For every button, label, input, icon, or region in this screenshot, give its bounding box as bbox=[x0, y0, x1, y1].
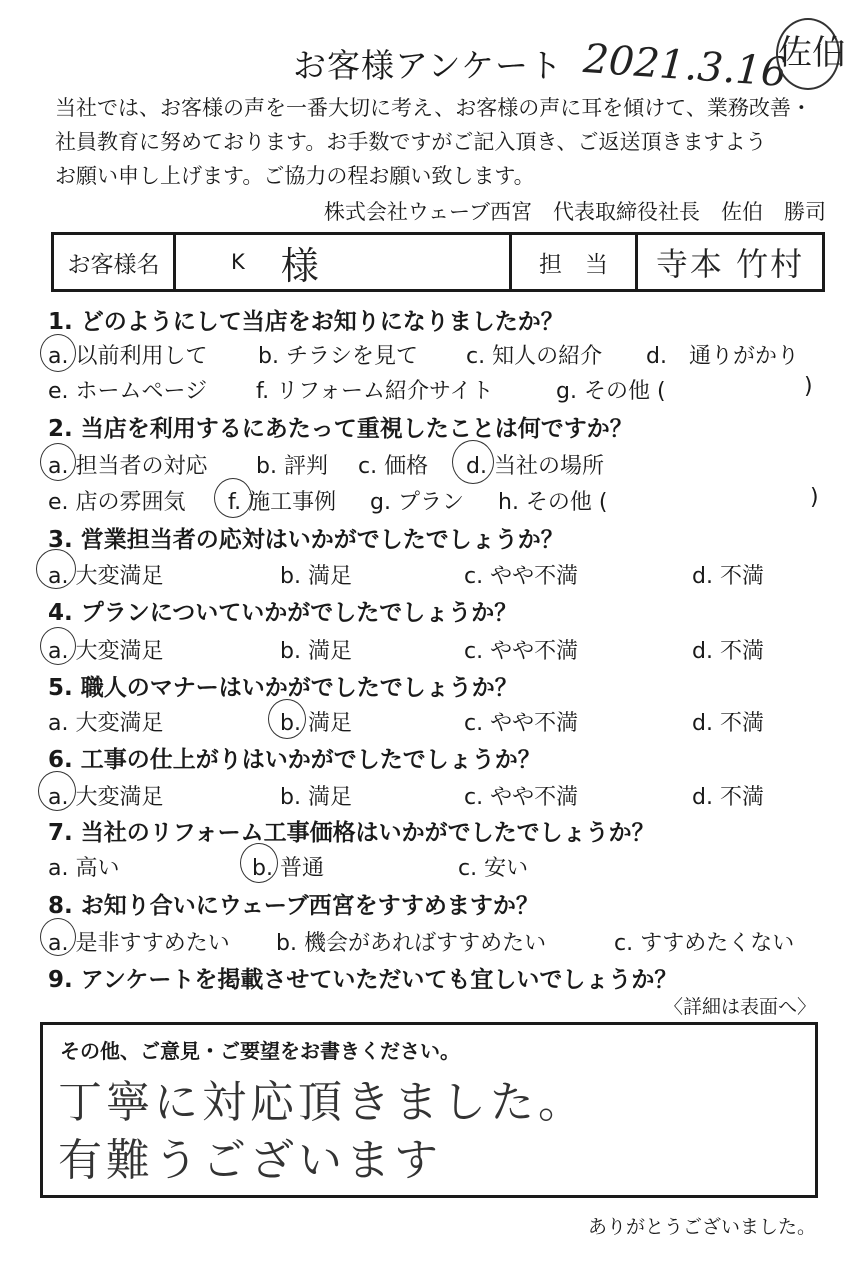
question-9: 9. アンケートを掲載させていただいても宜しいでしょうか？ bbox=[48, 967, 678, 993]
q1-option-c: c. 知人の紹介 bbox=[466, 344, 603, 369]
q1-option-d: d. 通りがかり bbox=[646, 344, 799, 369]
q2-option-h: h. その他 ( bbox=[498, 490, 608, 515]
q5-option-a: a. 大変満足 bbox=[48, 711, 164, 736]
comment-line-2: 有難うございます bbox=[58, 1135, 442, 1186]
q2-option-d: d. 当社の場所 bbox=[466, 454, 604, 479]
q3-option-c: c. やや不満 bbox=[464, 564, 579, 589]
answer-circle-q7-b bbox=[240, 843, 278, 883]
question-5: 5. 職人のマナーはいかがでしたでしょうか？ bbox=[48, 675, 518, 701]
survey-title: お客様アンケート bbox=[292, 46, 564, 85]
q7-option-a: a. 高い bbox=[48, 856, 120, 881]
question-6: 6. 工事の仕上がりはいかがでしたでしょうか？ bbox=[48, 747, 541, 773]
answer-circle-q2-f bbox=[214, 478, 252, 518]
customer-name-label: お客様名 bbox=[54, 235, 176, 289]
answer-circle-q6-a bbox=[38, 771, 76, 811]
question-7: 7. 当社のリフォーム工事価格はいかがでしたでしょうか？ bbox=[48, 820, 655, 846]
intro-line-3: お願い申し上げます。ご協力の程お願い致します。 bbox=[55, 164, 535, 188]
question-1: 1. どのようにして当店をお知りになりましたか？ bbox=[48, 309, 564, 335]
q3-option-b: b. 満足 bbox=[280, 564, 352, 589]
q2-option-h-close: ) bbox=[810, 485, 819, 510]
customer-name-field bbox=[176, 235, 512, 289]
customer-suffix: 様 bbox=[280, 243, 319, 288]
q2-option-b: b. 評判 bbox=[256, 454, 328, 479]
q2-option-e: e. 店の雰囲気 bbox=[48, 490, 186, 515]
q1-option-g-close: ) bbox=[804, 374, 813, 399]
company-signature: 株式会社ウェーブ西宮 代表取締役社長 佐伯 勝司 bbox=[323, 200, 826, 224]
question-2: 2. 当店を利用するにあたって重視したことは何ですか？ bbox=[48, 416, 633, 442]
q1-option-b: b. チラシを見て bbox=[258, 344, 418, 369]
q6-option-c: c. やや不満 bbox=[464, 785, 579, 810]
answer-circle-q2-d bbox=[452, 440, 494, 484]
answer-circle-q2-a bbox=[40, 443, 76, 481]
customer-initial: K bbox=[231, 250, 245, 274]
q4-option-b: b. 満足 bbox=[280, 639, 352, 664]
q6-option-d: d. 不満 bbox=[692, 785, 764, 810]
answer-circle-q5-b bbox=[268, 699, 306, 739]
staff-label: 担 当 bbox=[512, 235, 638, 289]
q1-option-f: f. リフォーム紹介サイト bbox=[256, 379, 494, 404]
q6-option-a: a. 大変満足 bbox=[48, 785, 164, 810]
q4-option-c: c. やや不満 bbox=[464, 639, 579, 664]
q3-option-a: a. 大変満足 bbox=[48, 564, 164, 589]
intro-line-2: 社員教育に努めております。お手数ですがご記入頂き、ご返送頂きますよう bbox=[55, 130, 767, 154]
q5-option-c: c. やや不満 bbox=[464, 711, 579, 736]
q6-option-b: b. 満足 bbox=[280, 785, 352, 810]
q3-option-d: d. 不満 bbox=[692, 564, 764, 589]
comments-label: その他、ご意見・ご要望をお書きください。 bbox=[60, 1039, 460, 1063]
q4-option-a: a. 大変満足 bbox=[48, 639, 164, 664]
answer-circle-q8-a bbox=[40, 918, 76, 956]
q5-option-b: b. 満足 bbox=[280, 711, 352, 736]
q8-option-c: c. すすめたくない bbox=[614, 931, 795, 956]
answer-circle-q4-a bbox=[40, 627, 76, 665]
q2-option-a: a. 担当者の対応 bbox=[48, 454, 208, 479]
q1-option-e: e. ホームページ bbox=[48, 379, 208, 404]
intro-line-1: 当社では、お客様の声を一番大切に考え、お客様の声に耳を傾けて、業務改善・ bbox=[55, 96, 812, 120]
detail-note: 〈詳細は表面へ〉 bbox=[663, 996, 816, 1018]
answer-circle-q3-a bbox=[36, 549, 76, 589]
approval-stamp: 佐伯 bbox=[776, 18, 840, 90]
thank-you-footer: ありがとうございました。 bbox=[587, 1216, 816, 1238]
q8-option-b: b. 機会があればすすめたい bbox=[276, 931, 547, 956]
answer-circle-q1-a bbox=[40, 334, 76, 372]
question-3: 3. 営業担当者の応対はいかがでしたでしょうか？ bbox=[48, 527, 564, 553]
q2-option-f: f. 施工事例 bbox=[228, 490, 337, 515]
q7-option-c: c. 安い bbox=[458, 856, 529, 881]
question-4: 4. プランについていかがでしたでしょうか？ bbox=[48, 600, 518, 626]
comment-line-1: 丁寧に対応頂きました。 bbox=[58, 1077, 586, 1128]
handwritten-date: 2021.3.16 bbox=[581, 36, 789, 97]
q4-option-d: d. 不満 bbox=[692, 639, 764, 664]
question-8: 8. お知り合いにウェーブ西宮をすすめますか？ bbox=[48, 893, 539, 919]
staff-name: 寺本 竹村 bbox=[655, 245, 805, 283]
q8-option-a: a. 是非すすめたい bbox=[48, 931, 230, 956]
q1-option-g: g. その他 ( bbox=[556, 379, 666, 404]
q1-option-a: a. 以前利用して bbox=[48, 344, 208, 369]
q2-option-c: c. 価格 bbox=[358, 454, 429, 479]
customer-info-table bbox=[51, 232, 825, 292]
q5-option-d: d. 不満 bbox=[692, 711, 764, 736]
q7-option-b: b. 普通 bbox=[252, 856, 324, 881]
q2-option-g: g. プラン bbox=[370, 490, 464, 515]
